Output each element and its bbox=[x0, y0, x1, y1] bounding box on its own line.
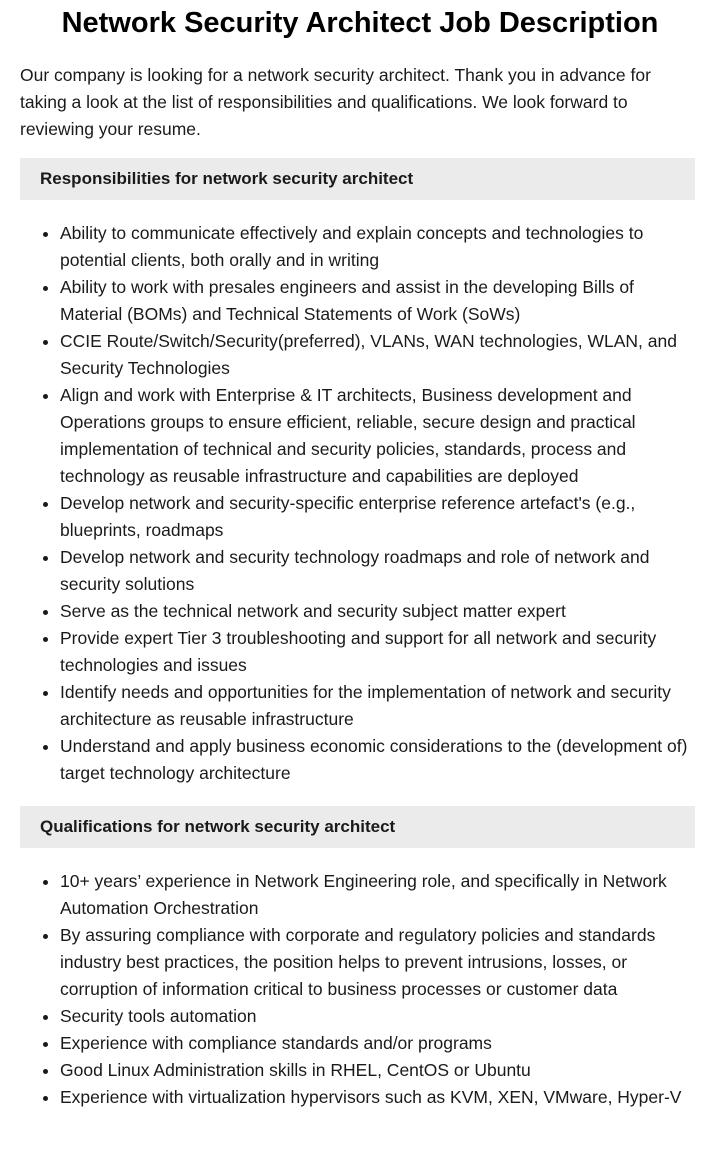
list-item: • Ability to work with presales engineers and assist in the developing Bills of Material (BOMs) and Technical Statements of Work (SoWs) bbox=[60, 274, 700, 328]
list-item: • Develop network and security technology roadmaps and role of network and security solutions bbox=[60, 544, 700, 598]
list-item: • 10+ years’ experience in Network Engineering role, and specifically in Network Automation Orchestration bbox=[60, 868, 700, 922]
list-item: • Security tools automation bbox=[60, 1003, 700, 1030]
responsibilities-list bbox=[0, 220, 700, 787]
qualifications-list bbox=[0, 868, 700, 1111]
list-item: • Align and work with Enterprise & IT architects, Business development and Operations groups to ensure efficient, reliable, secure design and practical implementation of technical and security policies, standards, process and technology as reusable infrastructure and capabilities are deployed bbox=[60, 382, 700, 490]
list-item: • Understand and apply business economic considerations to the (development of) target technology architecture bbox=[60, 733, 700, 787]
intro-paragraph: Our company is looking for a network security architect. Thank you in advance for taking a look at the list of responsibilities and qualifications. We look forward to reviewing your resume. bbox=[20, 65, 651, 139]
list-item: • Good Linux Administration skills in RHEL, CentOS or Ubuntu bbox=[60, 1057, 700, 1084]
responsibilities-heading: Responsibilities for network security architect bbox=[20, 158, 695, 200]
list-item: • Ability to communicate effectively and explain concepts and technologies to potential clients, both orally and in writing bbox=[60, 220, 700, 274]
list-item: • Experience with virtualization hypervisors such as KVM, XEN, VMware, Hyper-V bbox=[60, 1084, 700, 1111]
list-item: • Provide expert Tier 3 troubleshooting and support for all network and security technologies and issues bbox=[60, 625, 700, 679]
page-title: Network Security Architect Job Description bbox=[61, 7, 659, 39]
list-item: • Serve as the technical network and security subject matter expert bbox=[60, 598, 700, 625]
qualifications-heading: Qualifications for network security architect bbox=[20, 806, 695, 848]
list-item: • Identify needs and opportunities for the implementation of network and security architecture as reusable infrastructure bbox=[60, 679, 700, 733]
list-item: • Develop network and security-specific enterprise reference artefact's (e.g., blueprints, roadmaps bbox=[60, 490, 700, 544]
list-item: • By assuring compliance with corporate and regulatory policies and standards industry best practices, the position helps to prevent intrusions, losses, or corruption of information critical to business processes or customer data bbox=[60, 922, 700, 1003]
list-item: • CCIE Route/Switch/Security(preferred), VLANs, WAN technologies, WLAN, and Security Technologies bbox=[60, 328, 700, 382]
list-item: • Experience with compliance standards and/or programs bbox=[60, 1030, 700, 1057]
